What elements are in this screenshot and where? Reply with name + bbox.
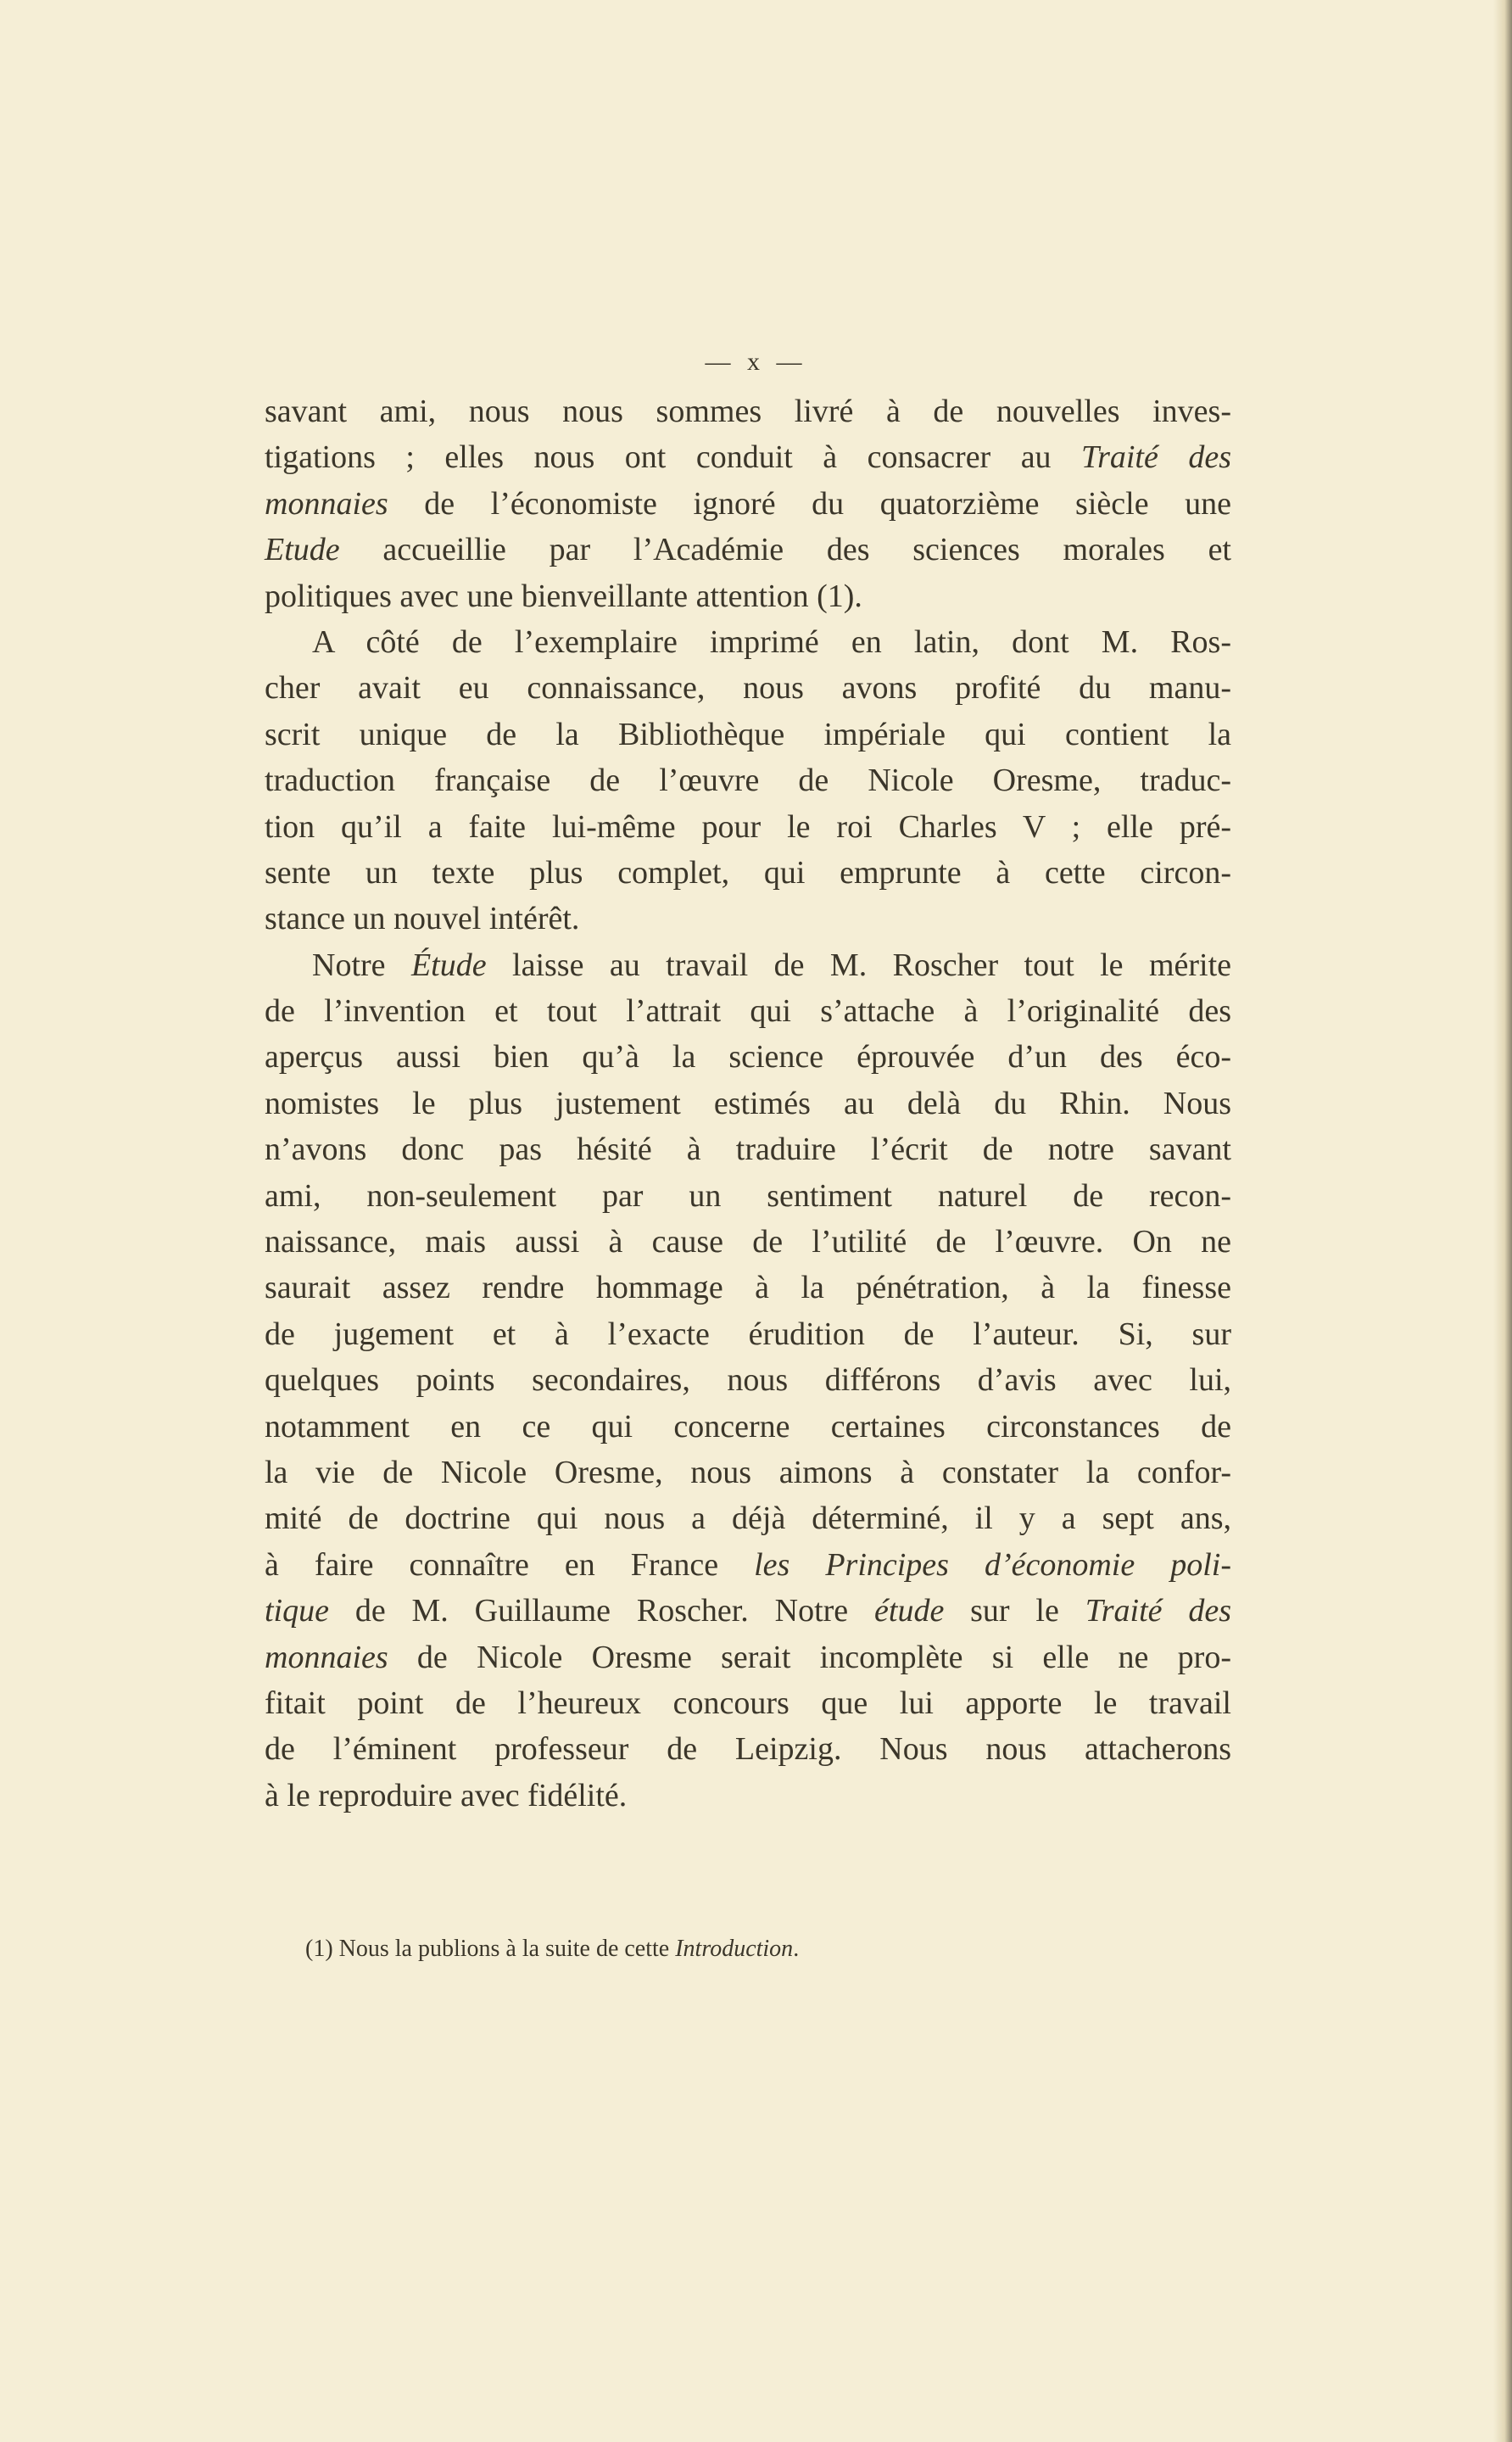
text-segment: tigations ; elles nous ont conduit à consacrer au	[265, 439, 1082, 476]
page-number: — x —	[705, 348, 807, 376]
italic-segment: Traité des	[1081, 439, 1231, 476]
text-line	[265, 1450, 1231, 1495]
text-segment: cher avait eu connaissance, nous avons profité du manu-	[265, 670, 1231, 707]
text-segment: accueillie par l’Académie des sciences morales et	[339, 532, 1231, 568]
text-segment: la vie de Nicole Oresme, nous aimons à constater la confor-	[265, 1454, 1231, 1490]
text-line	[265, 896, 1231, 942]
text-segment: traduction française de l’œuvre de Nicole Oresme, traduc-	[265, 763, 1231, 799]
text-segment: naissance, mais aussi à cause de l’utilité de l’œuvre. On ne	[265, 1224, 1231, 1260]
text-segment: mité de doctrine qui nous a déjà déterminé, il y a sept ans,	[265, 1500, 1231, 1537]
text-line	[265, 1726, 1231, 1772]
italic-segment: monnaies	[265, 1639, 388, 1675]
text-line	[265, 1404, 1231, 1450]
text-line	[265, 942, 1231, 988]
text-segment: de jugement et à l’exacte érudition de l’auteur. Si, sur	[265, 1316, 1231, 1352]
italic-segment: monnaies	[265, 485, 388, 522]
text-line	[265, 1635, 1231, 1680]
text-segment: scrit unique de la Bibliothèque impériale qui contient la	[265, 716, 1231, 752]
footnote-end: .	[793, 1936, 800, 1962]
text-line	[265, 1173, 1231, 1219]
text-line	[265, 573, 1231, 619]
text-segment: saurait assez rendre hommage à la pénétration, à la finesse	[265, 1270, 1231, 1306]
text-segment: savant ami, nous nous sommes livré à de nouvelles inves-	[265, 394, 1231, 429]
text-line	[265, 388, 1231, 434]
text-segment: Notre	[312, 947, 411, 983]
text-segment: de Nicole Oresme serait incomplète si elle ne pro-	[388, 1639, 1231, 1675]
text-segment: sur le	[944, 1593, 1085, 1629]
text-segment: sente un texte plus complet, qui emprunte à cette circon-	[265, 854, 1231, 891]
italic-segment: Étude	[410, 947, 487, 983]
text-line	[265, 481, 1231, 527]
italic-segment: les Principes d’économie poli-	[754, 1546, 1231, 1583]
italic-segment: Traité des	[1085, 1593, 1231, 1629]
text-line	[265, 1542, 1231, 1588]
text-line	[265, 1081, 1231, 1126]
footnote-marker: (1)	[305, 1936, 333, 1962]
footnote-text: Nous la publions à la suite de cette	[332, 1936, 676, 1962]
text-segment: de M. Guillaume Roscher. Notre	[328, 1593, 875, 1629]
text-segment: nomistes le plus justement estimés au delà du Rhin. Nous	[265, 1085, 1231, 1121]
text-segment: n’avons donc pas hésité à traduire l’écrit de notre savant	[265, 1132, 1231, 1168]
text-segment: de l’économiste ignoré du quatorzième siècle une	[388, 485, 1231, 522]
text-line	[265, 1588, 1231, 1634]
text-line	[265, 804, 1231, 850]
text-line	[265, 988, 1231, 1034]
text-line	[265, 1680, 1231, 1726]
text-line	[265, 1219, 1231, 1265]
text-line	[265, 757, 1231, 803]
footnote	[305, 1936, 799, 1963]
text-segment: A côté de l’exemplaire imprimé en latin, dont M. Ros-	[312, 623, 1231, 660]
text-line	[265, 1311, 1231, 1357]
text-segment: de l’éminent professeur de Leipzig. Nous nous attacherons	[265, 1731, 1231, 1768]
text-line	[265, 1126, 1231, 1172]
text-segment: aperçus aussi bien qu’à la science éprouvée d’un des éco-	[265, 1039, 1231, 1076]
italic-segment: Etude	[265, 532, 340, 568]
text-line	[265, 1495, 1231, 1541]
text-line	[265, 712, 1231, 757]
text-segment: à faire connaître en France	[265, 1546, 755, 1583]
text-segment: stance un nouvel intérêt.	[265, 901, 580, 937]
text-segment: fitait point de l’heureux concours que lui apporte le travail	[265, 1685, 1231, 1721]
footnote-italic: Introduction	[675, 1936, 794, 1962]
text-line	[265, 1357, 1231, 1403]
text-line	[265, 527, 1231, 573]
text-line	[265, 1265, 1231, 1310]
text-segment: tion qu’il a faite lui-même pour le roi Charles V ; elle pré-	[265, 808, 1231, 845]
text-segment: politiques avec une bienveillante attention (1).	[265, 578, 862, 614]
text-line	[265, 850, 1231, 896]
text-line	[265, 665, 1231, 711]
text-line	[265, 1773, 1231, 1819]
italic-segment: tique	[265, 1593, 329, 1629]
text-segment: laisse au travail de M. Roscher tout le mérite	[486, 947, 1231, 983]
italic-segment: étude	[874, 1593, 945, 1629]
text-segment: de l’invention et tout l’attrait qui s’attache à l’originalité des	[265, 993, 1231, 1030]
text-segment: à le reproduire avec fidélité.	[265, 1777, 628, 1813]
text-segment: notamment en ce qui concerne certaines circonstances de	[265, 1408, 1231, 1445]
text-line	[265, 1034, 1231, 1080]
text-segment: ami, non-seulement par un sentiment naturel de recon-	[265, 1177, 1231, 1214]
text-segment: quelques points secondaires, nous différons d’avis avec lui,	[265, 1362, 1231, 1399]
body-text	[265, 388, 1231, 1819]
text-line	[265, 434, 1231, 480]
text-line	[265, 619, 1231, 665]
